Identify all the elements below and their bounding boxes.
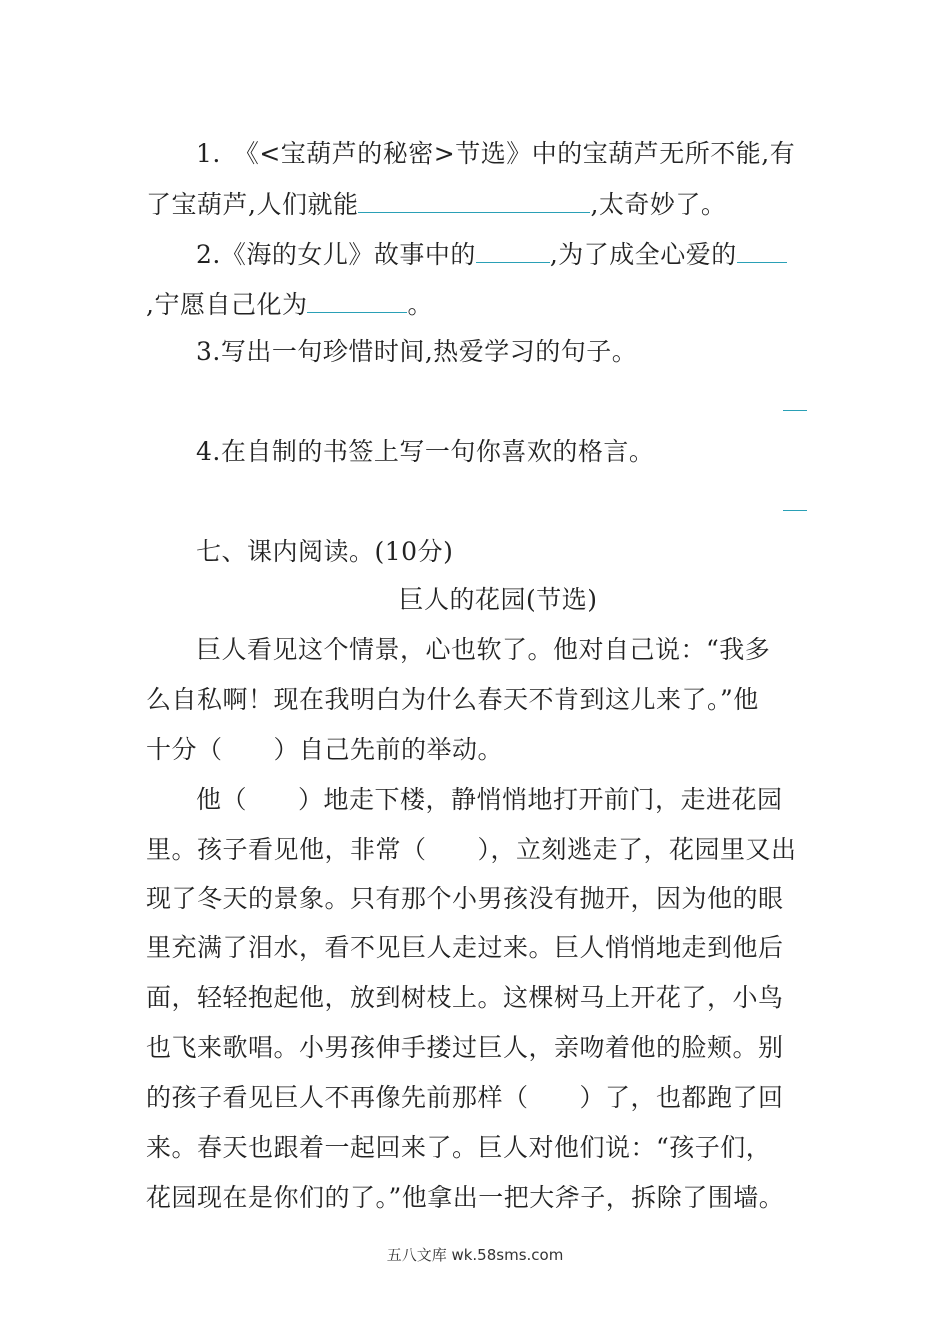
passage-p2-line-8: 来。春天也跟着一起回来了。巨人对他们说：“孩子们，: [146, 1133, 772, 1162]
question-2-blank-2[interactable]: [737, 236, 787, 263]
question-2-middle: ,为了成全心爱的: [549, 240, 737, 269]
passage-p2-line-9: 花园现在是你们的了。”他拿出一把大斧子，拆除了围墙。: [146, 1183, 785, 1212]
question-2-blank-1[interactable]: [476, 236, 550, 263]
passage-p2-line-2: 里。孩子看见他，非常（ ），立刻逃走了，花园里又出: [146, 835, 797, 864]
passage-p1-line-1: 巨人看见这个情景，心也软了。他对自己说：“我多: [196, 635, 771, 664]
section-heading: 七、课内阅读。(10分): [196, 537, 454, 566]
question-2-line-1: [196, 236, 860, 271]
question-3: 3.写出一句珍惜时间,热爱学习的句子。: [196, 337, 638, 366]
question-4-answer-line[interactable]: [783, 510, 807, 511]
question-1-prefix: 了宝葫芦,人们就能: [146, 190, 359, 219]
question-2-line-2: [146, 286, 810, 321]
passage-p2-line-6: 也飞来歌唱。小男孩伸手搂过巨人，亲吻着他的脸颊。别: [146, 1033, 784, 1062]
question-2-prefix: 2.《海的女儿》故事中的: [196, 240, 476, 269]
question-2-line2-suffix: 。: [407, 290, 433, 319]
passage-p2-line-4: 里充满了泪水，看不见巨人走过来。巨人悄悄地走到他后: [146, 933, 784, 962]
passage-p1-line-2: 么自私啊！现在我明白为什么春天不肯到这儿来了。”他: [146, 685, 759, 714]
question-1-line-2: [146, 186, 810, 221]
question-4: 4.在自制的书签上写一句你喜欢的格言。: [196, 437, 655, 466]
passage-p2-line-5: 面，轻轻抱起他，放到树枝上。这棵树马上开花了，小鸟: [146, 983, 784, 1012]
passage-p1-line-3: 十分（ ）自己先前的举动。: [146, 735, 504, 764]
question-1-blank[interactable]: [358, 186, 590, 213]
question-3-answer-line[interactable]: [783, 410, 807, 411]
passage-title: 巨人的花园(节选): [398, 585, 598, 614]
question-2-blank-3[interactable]: [307, 286, 407, 313]
passage-p2-line-7: 的孩子看见巨人不再像先前那样（ ）了，也都跑了回: [146, 1083, 784, 1112]
footer-watermark: 五八文库 wk.58sms.com: [386, 1246, 564, 1264]
question-1-line-1: 1. 《<宝葫芦的秘密>节选》中的宝葫芦无所不能,有: [196, 139, 796, 168]
passage-p2-line-3: 现了冬天的景象。只有那个小男孩没有抛开，因为他的眼: [146, 884, 784, 913]
passage-p2-line-1: 他（ ）地走下楼，静悄悄地打开前门，走进花园: [196, 785, 783, 814]
question-1-suffix: ,太奇妙了。: [590, 190, 727, 219]
question-2-line2-prefix: ,宁愿自己化为: [146, 290, 308, 319]
